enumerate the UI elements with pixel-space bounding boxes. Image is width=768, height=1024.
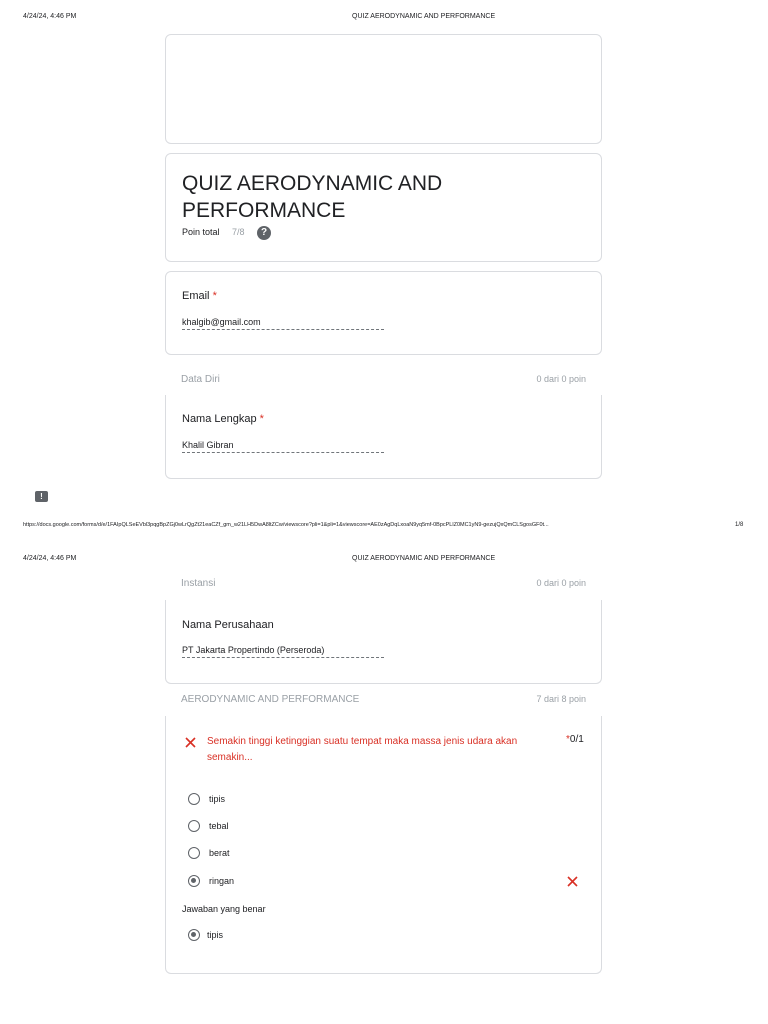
- option-label: tipis: [209, 794, 226, 804]
- question-1-score-value: 0/1: [569, 734, 584, 745]
- section-title: Data Diri: [181, 374, 220, 385]
- section-score: 7 dari 8 poin: [536, 694, 586, 704]
- email-label: [182, 290, 217, 302]
- print-header-title: QUIZ AERODYNAMIC AND PERFORMANCE: [352, 555, 496, 562]
- option-label: berat: [209, 848, 230, 858]
- section-data-diri: [181, 374, 586, 385]
- required-mark: *: [566, 734, 570, 745]
- question-1-text: Semakin tinggi ketinggian suatu tempat maka massa jenis udara akan semakin...: [207, 736, 518, 763]
- section-title: Instansi: [181, 578, 216, 589]
- print-header-title: QUIZ AERODYNAMIC AND PERFORMANCE: [352, 13, 496, 20]
- radio-option-berat[interactable]: [188, 847, 200, 859]
- email-answer: khalgib@gmail.com: [182, 317, 384, 330]
- nama-lengkap-label: [182, 413, 264, 425]
- option-label: ringan: [209, 876, 235, 886]
- email-question-card: [165, 271, 602, 355]
- question-1-score: [566, 734, 584, 745]
- section-aerodynamic: [181, 694, 586, 705]
- required-mark: *: [212, 290, 217, 302]
- section-score: 0 dari 0 poin: [536, 578, 586, 588]
- print-header-date: 4/24/24, 4:46 PM: [23, 13, 77, 20]
- print-footer-url: https://docs.google.com/forms/d/e/1FAIpQLSeEVbl3pqgBpZGj0wLrQgZt21eaCZf_gm_w21LH5DwA8ltZCw/viewscore?pli=1&pli=1&viewscore=AE0zAgDqLxoaN9yq5mf-0BpcPLlZ0MC1yN9-gezujQxQmCLSgosGF0t...: [23, 522, 549, 528]
- nama-lengkap-label-text: Nama Lengkap: [182, 413, 257, 425]
- print-footer-page: 1/8: [735, 522, 744, 528]
- radio-option-ringan-selected[interactable]: [188, 875, 200, 887]
- section-instansi: [181, 578, 586, 589]
- correct-answer-value: tipis: [207, 930, 224, 940]
- nama-lengkap-question-card: [165, 395, 602, 479]
- print-header-date: 4/24/24, 4:46 PM: [23, 555, 77, 562]
- email-label-text: Email: [182, 290, 210, 302]
- correct-answer-label: Jawaban yang benar: [182, 904, 266, 914]
- radio-option-tebal[interactable]: [188, 820, 200, 832]
- form-title: QUIZ AERODYNAMIC AND PERFORMANCE: [182, 172, 443, 222]
- total-points-label: Poin total: [182, 227, 220, 237]
- total-points-value: 7/8: [232, 227, 245, 237]
- radio-option-tipis[interactable]: [188, 793, 200, 805]
- form-header-image-card: [165, 34, 602, 144]
- nama-lengkap-answer: Khalil Gibran: [182, 440, 384, 453]
- wrong-x-icon: [185, 737, 196, 748]
- section-title: AERODYNAMIC AND PERFORMANCE: [181, 694, 360, 705]
- section-score: 0 dari 0 poin: [536, 374, 586, 384]
- required-mark: *: [259, 413, 264, 425]
- report-feedback-icon[interactable]: !: [35, 491, 48, 502]
- form-title-card: [165, 153, 602, 262]
- nama-perusahaan-answer: PT Jakarta Propertindo (Perseroda): [182, 645, 384, 658]
- question-1-card: [165, 716, 602, 974]
- nama-perusahaan-label: Nama Perusahaan: [182, 619, 274, 631]
- option-label: tebal: [209, 821, 229, 831]
- nama-perusahaan-question-card: [165, 600, 602, 684]
- radio-correct-answer: [188, 929, 200, 941]
- wrong-answer-x-icon: [567, 876, 578, 887]
- help-icon[interactable]: ?: [257, 226, 271, 240]
